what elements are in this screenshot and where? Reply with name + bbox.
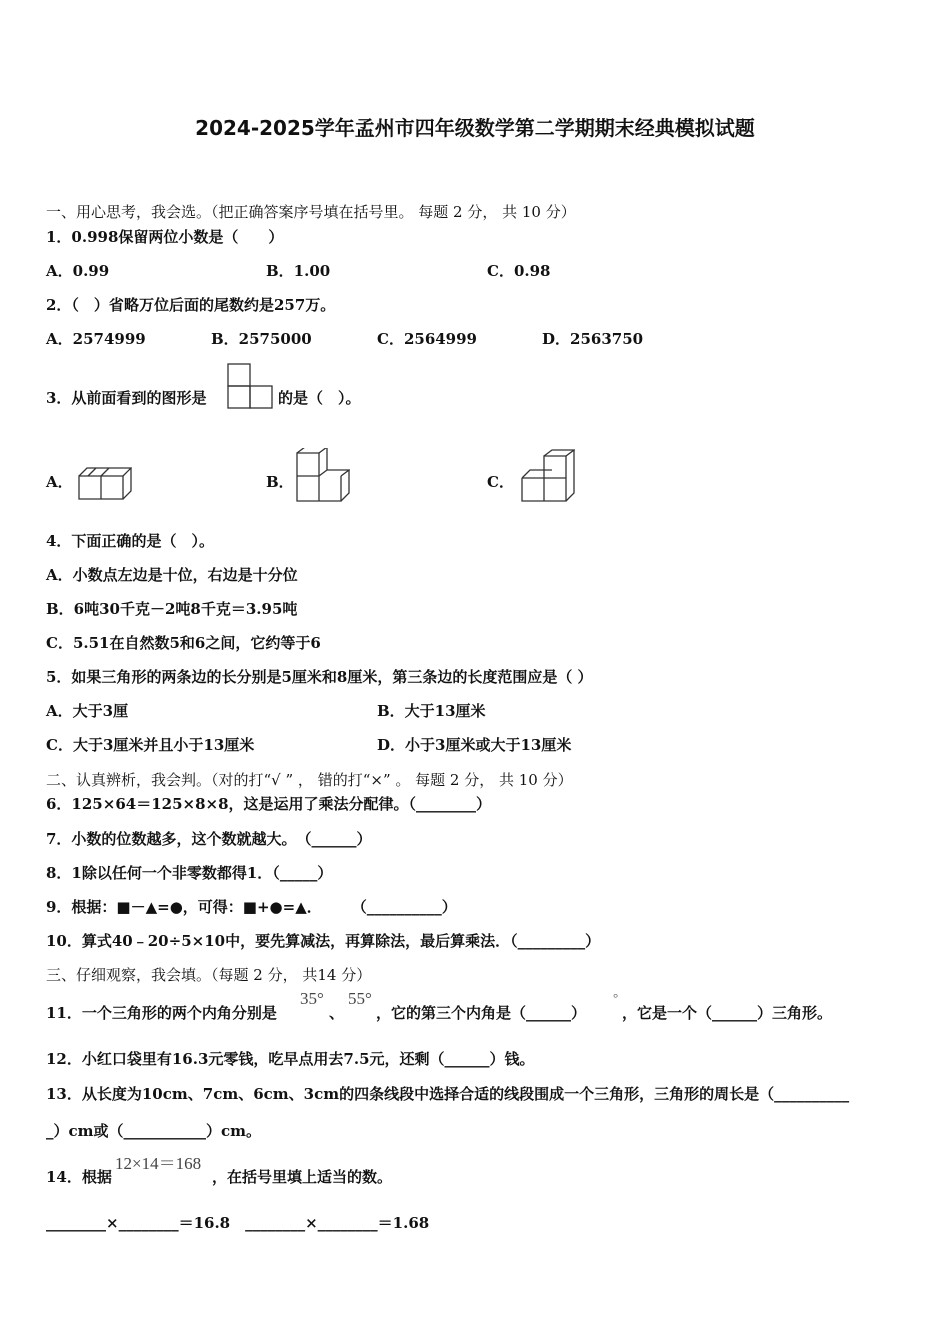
- question-7: 7．小数的位数越多，这个数就越大。 （______）: [46, 830, 372, 848]
- question-13-line-1: 13．从长度为10cm、7cm、6cm、3cm的四条线段中选择合适的线段围成一个三角形，三角形的周长是（__________: [46, 1085, 850, 1103]
- q3-option-a-label: A．: [46, 473, 73, 491]
- question-6: 6．125×64＝125×8×8，这是运用了乘法分配律。（________）: [46, 795, 492, 813]
- q2-option-a: A．2574999: [46, 330, 146, 348]
- q4-option-b: B．6吨30千克－2吨8千克＝3.95吨: [46, 600, 298, 618]
- q2-option-d: D．2563750: [542, 330, 644, 348]
- q3-option-a-figure: [76, 462, 132, 502]
- question-2: 2．（ ）省略万位后面的尾数约是257万。: [46, 296, 336, 314]
- question-11-middle: ，它的第三个内角是（______）: [376, 1004, 587, 1022]
- q3-option-c-figure: [519, 448, 575, 504]
- angle-55: 55°: [348, 989, 372, 1008]
- question-3-suffix: 的是（ ）。: [278, 389, 361, 407]
- question-14-suffix: ，在括号里填上适当的数。: [212, 1168, 393, 1186]
- question-9: 9．根据：■－▲=●，可得：■+●=▲． （__________）: [46, 898, 457, 916]
- question-12: 12．小红口袋里有16.3元零钱，吃早点用去7.5元，还剩（______）钱。: [46, 1050, 535, 1068]
- q14-fill-blanks: ________×________＝16.8 ________×________＝1.68: [46, 1214, 430, 1232]
- question-14-prefix: 14．根据: [46, 1168, 112, 1186]
- q1-option-b: B．1.00: [266, 262, 331, 280]
- question-13-line-2: _）cm或（___________）cm。: [46, 1122, 262, 1140]
- question-1: 1．0.998保留两位小数是（ ）: [46, 228, 284, 246]
- q1-option-c: C．0.98: [487, 262, 551, 280]
- q3-option-c-label: C．: [487, 473, 514, 491]
- q2-option-c: C．2564999: [377, 330, 477, 348]
- question-8: 8．1除以任何一个非零数都得1．（_____）: [46, 864, 333, 882]
- degree-mark: °: [613, 990, 619, 1005]
- section-3-heading: 三、仔细观察，我会填。（每题 2 分， 共14 分）: [46, 966, 372, 984]
- section-2-heading: 二、认真辨析，我会判。（对的打“√ ” ， 错的打“×” 。 每题 2 分， 共 10 分）: [46, 771, 573, 789]
- question-3-prefix: 3．从前面看到的图形是: [46, 389, 207, 407]
- q3-option-b-label: B．: [266, 473, 294, 491]
- question-10: 10．算式40﹣20÷5×10中，要先算减法，再算除法，最后算乘法．（_________）: [46, 932, 601, 950]
- q14-equation: 12×14＝168: [115, 1154, 202, 1173]
- question-11-prefix: 11．一个三角形的两个内角分别是: [46, 1004, 277, 1022]
- question-5: 5．如果三角形的两条边的长分别是5厘米和8厘米，第三条边的长度范围应是（ ）: [46, 668, 593, 686]
- question-11-suffix: ，它是一个（______）三角形。: [622, 1004, 833, 1022]
- q3-option-b-figure: [294, 448, 350, 504]
- q5-option-d: D．小于3厘米或大于13厘米: [377, 736, 572, 754]
- q5-option-b: B．大于13厘米: [377, 702, 486, 720]
- q5-option-a: A．大于3厘: [46, 702, 129, 720]
- q5-option-c: C．大于3厘米并且小于13厘米: [46, 736, 255, 754]
- angle-separator: 、: [329, 1004, 345, 1022]
- page-title: 2024-2025学年孟州市四年级数学第二学期期末经典模拟试题: [195, 116, 755, 140]
- q1-option-a: A．0.99: [46, 262, 110, 280]
- angle-35: 35°: [300, 989, 324, 1008]
- q2-option-b: B．2575000: [211, 330, 312, 348]
- q4-option-c: C．5.51在自然数5和6之间，它约等于6: [46, 634, 321, 652]
- q4-option-a: A．小数点左边是十位，右边是十分位: [46, 566, 298, 584]
- front-view-figure: [226, 362, 278, 412]
- section-1-heading: 一、用心思考，我会选。（把正确答案序号填在括号里。 每题 2 分， 共 10 分）: [46, 203, 576, 221]
- question-4: 4．下面正确的是（ ）。: [46, 532, 214, 550]
